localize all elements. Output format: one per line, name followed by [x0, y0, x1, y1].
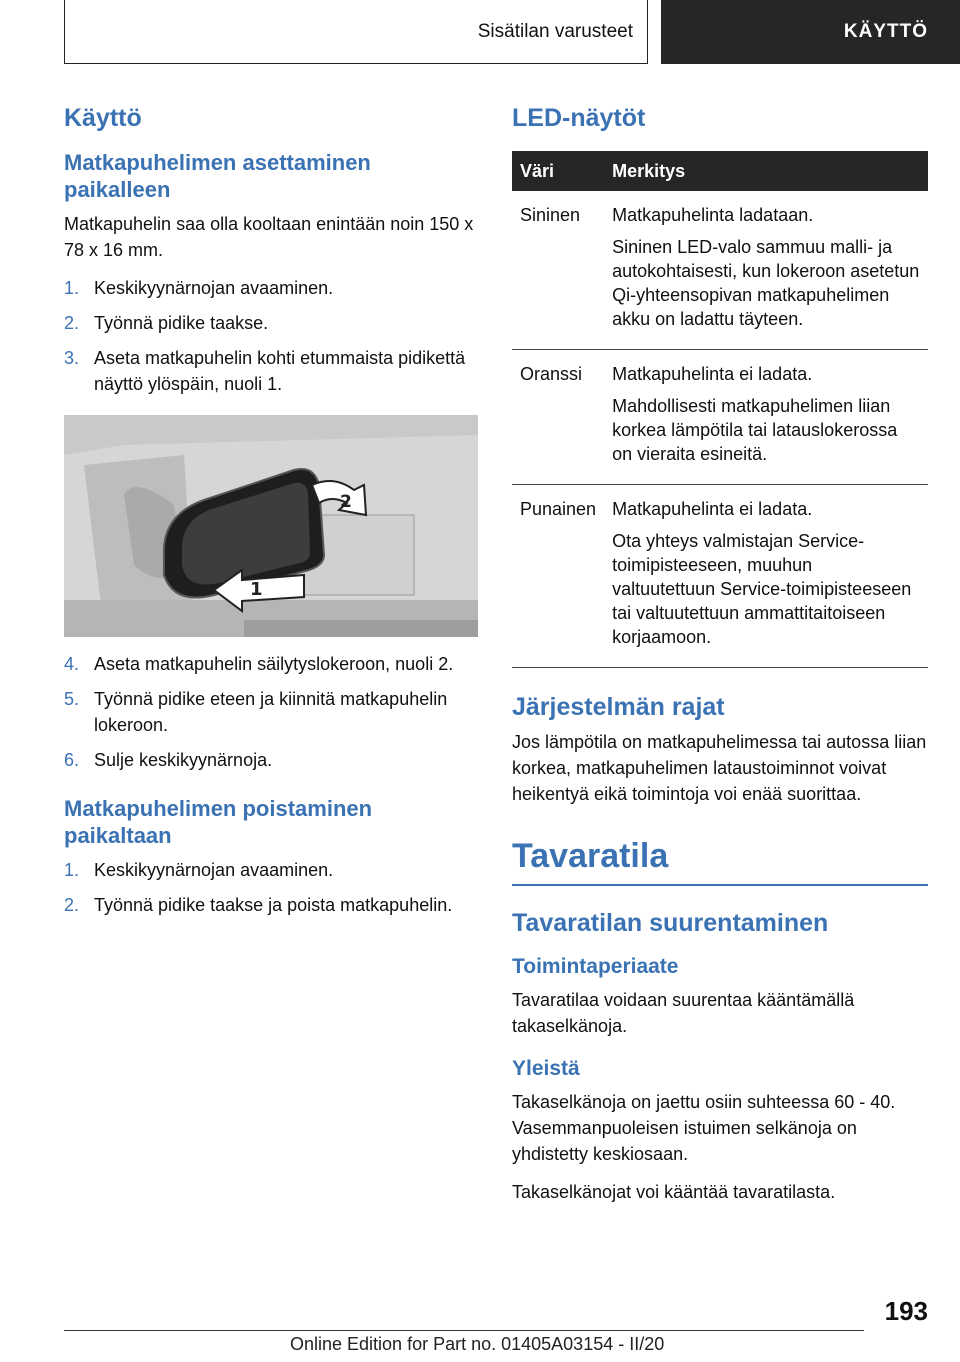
subsection-title-insert: Matkapuhelimen asettaminen paikalleen: [64, 150, 371, 202]
subsection-title-remove: Matkapuhelimen poistaminen paikaltaan: [64, 796, 373, 848]
svg-text:2: 2: [340, 492, 352, 512]
steps-list-1: [64, 275, 478, 397]
header-section-label: Sisätilan varusteet: [477, 20, 633, 42]
limits-title: Järjestelmän rajat: [512, 693, 725, 721]
steps-list-3: [64, 857, 478, 918]
principle-title: Toimintaperiaate: [512, 955, 679, 978]
intro-text: Matkapuhelin saa olla kooltaan enintään noin 150 x 78 x 16 mm.: [64, 214, 474, 260]
svg-text:1: 1: [250, 579, 263, 600]
table-cell-meaning: Matkapuhelinta ei ladata. Mahdollisesti matkapuhelimen liian korkea lämpötila tai latauslokerossa on vieraita esineitä.: [604, 350, 928, 485]
table-row: [512, 350, 928, 485]
list-item: 3. Aseta matkapuhelin kohti etummaista pidikettä näyttö ylöspäin, nuoli 1.: [64, 348, 466, 394]
page-number: 193: [884, 1296, 928, 1326]
general-title: Yleistä: [512, 1057, 580, 1080]
table-cell-color: Sininen: [512, 191, 604, 350]
phone-holder-drawing: [64, 415, 478, 637]
list-item: 1. Keskikyynärnojan avaaminen.: [64, 860, 334, 880]
steps-list-2: [64, 651, 478, 773]
general-text-2: Takaselkänojat voi kääntää tavaratilasta.: [512, 1182, 836, 1202]
table-row: [512, 485, 928, 668]
table-cell-meaning: Matkapuhelinta ei ladata. Ota yhteys valmistajan Service-toimipisteeseen, muuhun valtuutettuun Service-toimipisteeseen tai valtuutettuun ammattitaitoiseen korjaamoon.: [604, 485, 928, 668]
principle-text: Tavaratilaa voidaan suurentaa kääntämällä takaselkänoja.: [512, 990, 855, 1036]
list-item: 1. Keskikyynärnojan avaaminen.: [64, 278, 334, 298]
cargo-title: Tavaratila: [512, 837, 928, 886]
cargo-subtitle: Tavaratilan suurentaminen: [512, 909, 829, 937]
left-column: [64, 100, 478, 928]
limits-text: Jos lämpötila on matkapuhelimessa tai autossa liian korkea, matkapuhelimen lataustoiminnot voivat heikentyä eikä toimintoja voi enää suorittaa.: [512, 732, 927, 804]
table-cell-meaning: Matkapuhelinta ladataan. Sininen LED-valo sammuu malli- ja autokohtaisesti, kun lokeroon asetetun Qi-yhteensopivan matkapuhelimen akku on ladattu täyteen.: [604, 191, 928, 350]
general-text-1: Takaselkänoja on jaettu osiin suhteessa 60 - 40. Vasemmanpuoleisen istuimen selkänoja on yhdistetty keskiosaan.: [512, 1092, 896, 1164]
table-header-row: [512, 151, 928, 191]
list-item: 2. Työnnä pidike taakse ja poista matkapuhelin.: [64, 895, 453, 915]
table-header-color: Väri: [512, 151, 604, 191]
led-title: LED-näytöt: [512, 104, 646, 132]
led-table: [512, 151, 928, 668]
header-section-tab: [64, 0, 648, 64]
footer-divider: [64, 1330, 864, 1331]
section-title: Käyttö: [64, 104, 142, 132]
phone-holder-illustration: [64, 415, 478, 637]
list-item: 5. Työnnä pidike eteen ja kiinnitä matkapuhelin lokeroon.: [64, 689, 448, 735]
footer-edition: Online Edition for Part no. 01405A03154 - II/20: [290, 1334, 665, 1354]
list-item: 2. Työnnä pidike taakse.: [64, 313, 269, 333]
table-row: [512, 191, 928, 350]
header-chapter-label: KÄYTTÖ: [843, 21, 928, 42]
header-chapter-tab: [661, 0, 960, 64]
list-item: 6. Sulje keskikyynärnoja.: [64, 750, 273, 770]
list-item: 4. Aseta matkapuhelin säilytyslokeroon, nuoli 2.: [64, 654, 454, 674]
table-cell-color: Punainen: [512, 485, 604, 668]
table-cell-color: Oranssi: [512, 350, 604, 485]
table-header-meaning: Merkitys: [604, 151, 928, 191]
right-column: [512, 100, 928, 1217]
